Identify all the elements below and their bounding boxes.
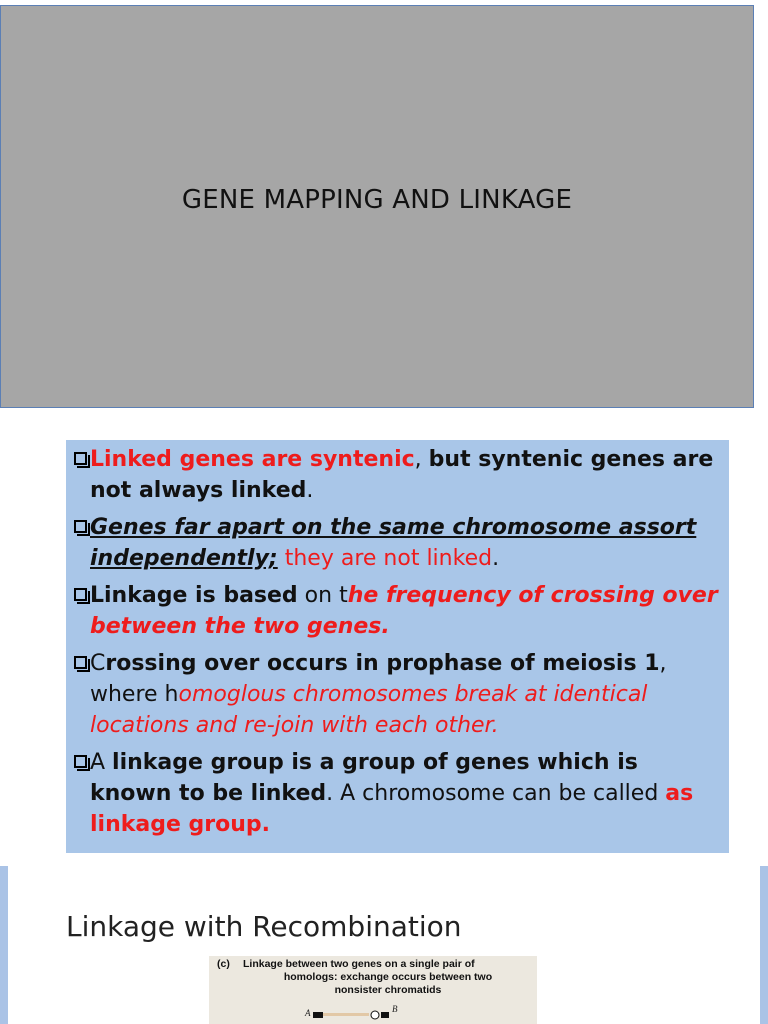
bullet-list	[74, 444, 719, 840]
gene-b-marker	[381, 1012, 389, 1018]
title-slide	[0, 5, 754, 408]
gene-a-label: A	[305, 1008, 311, 1018]
bullet-item	[74, 580, 719, 642]
caption-line-2: homologs: exchange occurs between two	[283, 971, 493, 983]
recombination-slide	[0, 866, 768, 1024]
checkbox-bullet-icon	[74, 656, 87, 669]
bullet-text-run: he frequency of crossing over between the two genes.	[90, 583, 718, 639]
caption-line-3: nonsister chromatids	[334, 984, 442, 996]
bullet-text-run: .	[306, 478, 314, 503]
bullet-text-run: Linkage is based	[90, 583, 298, 608]
bullet-text-run: Linked genes are syntenic	[90, 447, 415, 472]
bullet-text-run: Genes far apart on the same chromosome assort independently;	[90, 515, 697, 571]
chromatid-bar	[323, 1013, 369, 1016]
right-accent-bar	[760, 866, 768, 1024]
checkbox-bullet-icon	[74, 452, 87, 465]
bullet-item	[74, 512, 719, 574]
bullet-text-run: but syntenic genes are not always linked	[90, 447, 714, 503]
bullet-text-run	[278, 546, 285, 571]
slide-heading: Linkage with Recombination	[66, 910, 462, 943]
bullet-text-run: ,	[414, 447, 429, 472]
bullet-text-run: they are not linked	[284, 546, 493, 571]
bullet-text-run: on t	[297, 583, 348, 608]
caption-line-1: Linkage between two genes on a single pair of	[243, 958, 475, 970]
centromere-icon	[371, 1011, 379, 1019]
bullet-text-run: A	[90, 750, 113, 775]
checkbox-bullet-icon	[74, 755, 87, 768]
bullet-text-run: .	[492, 546, 500, 571]
gene-b-label: B	[392, 1004, 398, 1014]
chromosome-drawing	[209, 956, 537, 1024]
bullet-text-run: , where h	[90, 651, 667, 707]
bullet-text-run: . A chromosome can be called	[326, 781, 666, 806]
bullet-slide	[66, 440, 729, 853]
left-accent-bar	[0, 866, 8, 1024]
slide-title: GENE MAPPING AND LINKAGE	[181, 184, 573, 215]
bullet-text-run: C	[90, 651, 106, 676]
recombination-figure	[209, 956, 537, 1024]
bullet-text-run: linkage group is a group of genes which is known to be linked	[90, 750, 638, 806]
gene-a-marker	[313, 1012, 323, 1018]
bullet-item	[74, 444, 719, 506]
bullet-text-run: rossing over occurs in prophase of meiosis 1	[105, 651, 660, 676]
figure-label: (c)	[217, 958, 230, 970]
checkbox-bullet-icon	[74, 588, 87, 601]
checkbox-bullet-icon	[74, 520, 87, 533]
bullet-item	[74, 747, 719, 840]
bullet-text-run: as linkage group.	[90, 781, 694, 837]
bullet-text-run: omoglous chromosomes break at identical locations and re-join with each other.	[90, 682, 648, 738]
bullet-item	[74, 648, 719, 741]
